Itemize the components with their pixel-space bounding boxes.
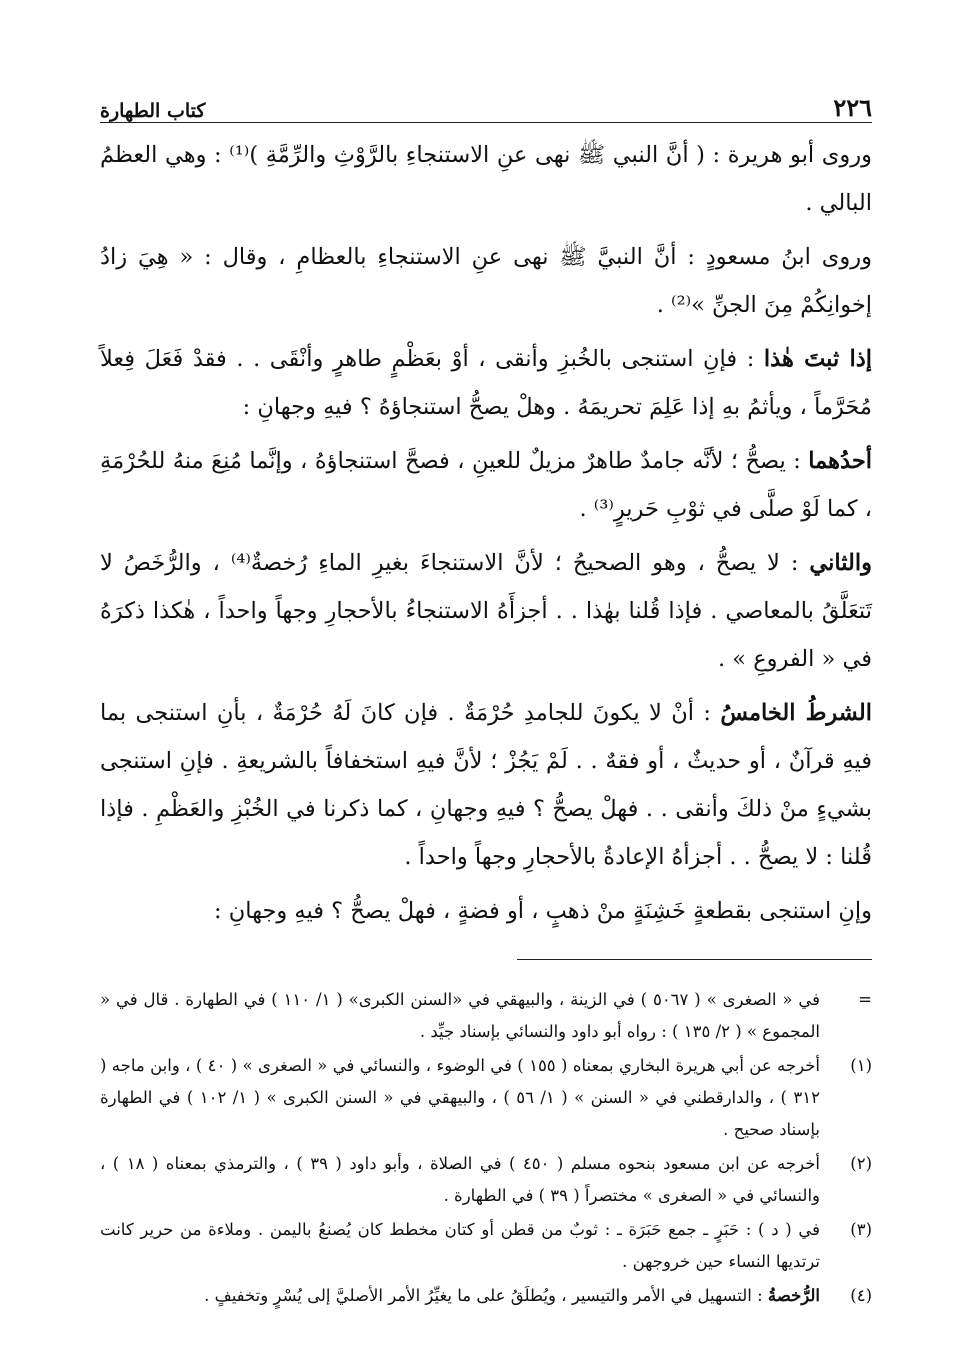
footnote-marker: (٢)	[850, 1154, 872, 1173]
footnote-marker: (٣)	[850, 1220, 872, 1239]
footnote-body: : التسهيل في الأمر والتيسير ، ويُطلَقُ على ما يغيِّرُ الأمر الأصليَّ إلى يُسْرٍ وتخفيفٍ .	[204, 1286, 768, 1305]
paragraph	[100, 887, 872, 935]
page-number: ٢٢٦	[833, 93, 872, 122]
footnote	[100, 1050, 872, 1146]
book-page	[100, 88, 872, 1314]
footnote	[100, 984, 872, 1048]
footnote-marker: =	[858, 990, 872, 1009]
paragraph	[100, 689, 872, 881]
paragraph	[100, 131, 872, 227]
footnote-divider	[517, 959, 872, 960]
paragraph-text: : فإنِ استنجى بالخُبزِ وأنقى ، أوْ بعَظْمٍ طاهرٍ وأنْقَى . . فقدْ فَعَلَ فِعلاً مُحَرَّماً ، ويأثمُ بهِ إذا عَلِمَ تحريمَهُ . وهلْ يصحُّ استنجاؤهُ ؟ فيهِ وجهانِ :	[100, 346, 872, 420]
paragraph	[100, 335, 872, 431]
paragraph-text: وإنِ استنجى بقطعةٍ خَشِنَةٍ منْ ذهبٍ ، أو فضةٍ ، فهلْ يصحُّ ؟ فيهِ وجهانِ :	[214, 898, 872, 924]
footnote-text: في « الصغرى » ( ٥٠٦٧ ) في الزينة ، والبيهقي في «السنن الكبرى» ( ١/ ١١٠ ) في الطهارة . قال في « المجموع » ( ٢/ ١٣٥ ) : رواه أبو داود والنسائي بإسناد جيِّد .	[100, 990, 820, 1041]
paragraph-lead: الشرطُ الخامسُ	[720, 700, 872, 726]
page-header	[100, 88, 872, 123]
footnote-text: أخرجه عن ابن مسعود بنحوه مسلم ( ٤٥٠ ) في الصلاة ، وأبو داود ( ٣٩ ) ، والترمذي بمعناه ( ١٨ ) ، والنسائي في « الصغرى » مختصراً ( ٣٩ ) في الطهارة .	[100, 1154, 820, 1205]
footnote-lead: الرُّخصةُ	[767, 1286, 820, 1305]
paragraph-text: : يصحُّ ؛ لأنَّه جامدٌ طاهرٌ مزيلٌ للعينِ ، فصحَّ استنجاؤهُ ، وإنَّما مُنِعَ منهُ للحُرْمَةِ ، كما لَوْ صلَّى في ثوْبِ حَريرٍ⁽³⁾ .	[100, 448, 872, 522]
footnote-text	[100, 1280, 820, 1312]
paragraph-lead: إذا ثبتَ هٰذا	[763, 346, 872, 372]
paragraph-text: وروى أبو هريرة : ( أنَّ النبي ﷺ نهى عنِ الاستنجاءِ بالرَّوْثِ والرِّمَّةِ )⁽¹⁾ : وهي العظمُ البالي .	[100, 142, 872, 216]
paragraph-text: : أنْ لا يكونَ للجامدِ حُرْمَةٌ . فإن كانَ لَهُ حُرْمَةٌ ، بأنِ استنجى بما فيهِ قرآنٌ ، أو حديثٌ ، أو فقهٌ . . لَمْ يَجُزْ ؛ لأنَّ فيهِ استخفافاً بالشريعةِ . فإنِ استنجى بشيءٍ منْ ذلكَ وأنقى . . فهلْ يصحُّ ؟ فيهِ وجهانِ ، كما ذكرنا في الخُبْزِ والعَظْمِ . فإذا قُلنا : لا يصحُّ . . أجزأهُ الإعادةُ بالأحجارِ وجهاً واحداً .	[100, 700, 872, 870]
footnotes	[100, 984, 872, 1312]
footnote-text: أخرجه عن أبي هريرة البخاري بمعناه ( ١٥٥ ) في الوضوء ، والنسائي في « الصغرى » ( ٤٠ ) ، وابن ماجه ( ٣١٢ ) ، والدارقطني في « السنن » ( ١/ ٥٦ ) ، والبيهقي في « السنن الكبرى » ( ١/ ١٠٢ ) في الطهارة بإسناد صحيح .	[100, 1056, 820, 1139]
footnote	[100, 1280, 872, 1312]
footnote	[100, 1214, 872, 1278]
paragraph-lead: أحدُهما	[808, 448, 872, 474]
footnote-text: في ( د ) : حَبَرٍ ـ جمع حَبَرَة ـ : ثوبٌ من قطن أو كتان مخطط كان يُصنعُ باليمن . وملاءة من حرير كانت ترتديها النساء حين خروجهن .	[100, 1220, 820, 1271]
footnote-marker: (٤)	[850, 1286, 872, 1305]
paragraph	[100, 233, 872, 329]
footnote	[100, 1148, 872, 1212]
main-text	[100, 131, 872, 935]
paragraph-text: : لا يصحُّ ، وهو الصحيحُ ؛ لأنَّ الاستنجاءَ بغيرِ الماءِ رُخصةٌ⁽⁴⁾ ، والرُّخَصُ لا تَتعَلَّقُ بالمعاصي . فإذا قُلنا بهٰذا . . أجزأَهُ الاستنجاءُ بالأحجارِ وجهاً واحداً ، هٰكذا ذكرَهُ في « الفروعِ » .	[100, 550, 872, 672]
running-title: كتاب الطهارة	[100, 100, 206, 122]
paragraph-text: وروى ابنُ مسعودٍ : أنَّ النبيَّ ﷺ نهى عنِ الاستنجاءِ بالعظامِ ، وقال : « هِيَ زادُ إخوانِكُمْ مِنَ الجنِّ »⁽²⁾ .	[100, 244, 872, 318]
paragraph-lead: والثاني	[809, 550, 873, 576]
paragraph	[100, 437, 872, 533]
paragraph	[100, 539, 872, 683]
footnote-marker: (١)	[850, 1056, 872, 1075]
